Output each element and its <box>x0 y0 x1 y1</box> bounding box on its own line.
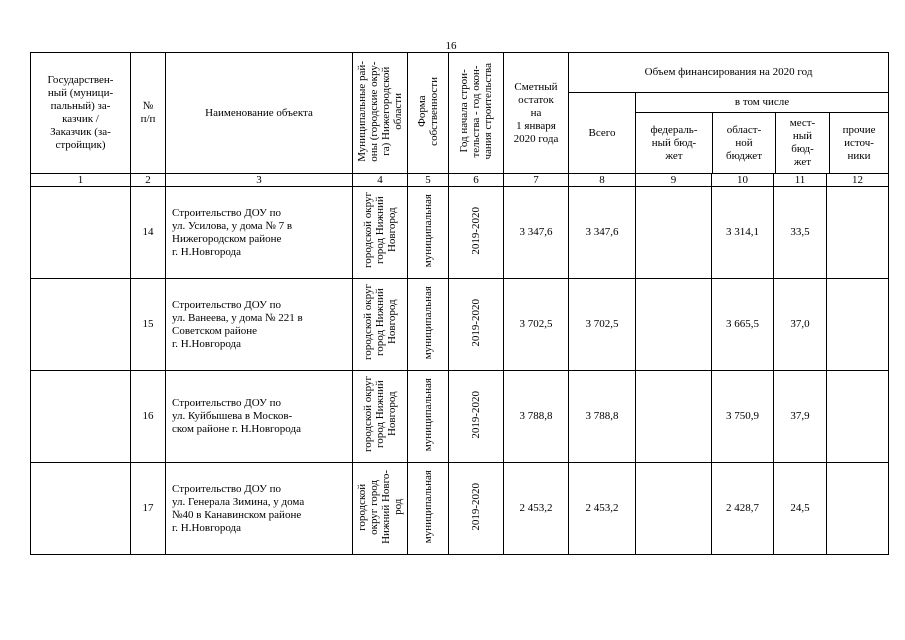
cell-local: 37,0 <box>774 279 827 371</box>
table-row <box>31 371 889 463</box>
cell-customer <box>31 279 131 371</box>
table-row <box>31 279 889 371</box>
col-number: 6 <box>449 174 504 187</box>
header-number: № п/п <box>131 53 166 174</box>
cell-name: Строительство ДОУ по ул. Куйбышева в Москов- ском районе г. Н.Новгорода <box>166 371 353 463</box>
cell-local: 24,5 <box>774 463 827 555</box>
cell-years: 2019-2020 <box>449 463 504 555</box>
header-regional: област- ной бюджет <box>713 113 776 173</box>
header-local: мест- ный бюд- жет <box>776 113 830 173</box>
cell-name: Строительство ДОУ по ул. Генерала Зимина, у дома №40 в Канавинском районе г. Н.Новгорода <box>166 463 353 555</box>
header-district: Муниципальные рай- оны (городские окру- га) Нижегородской области <box>353 53 408 174</box>
cell-num: 14 <box>131 187 166 279</box>
financing-table <box>30 52 889 555</box>
header-object-name: Наименование объекта <box>166 53 353 174</box>
cell-years: 2019-2020 <box>449 187 504 279</box>
header-remainder: Сметный остаток на 1 января 2020 года <box>504 53 569 174</box>
col-number: 10 <box>712 174 774 187</box>
cell-name: Строительство ДОУ по ул. Усилова, у дома № 7 в Нижегородском районе г. Н.Новгорода <box>166 187 353 279</box>
header-federal: федераль- ный бюд- жет <box>636 113 713 173</box>
cell-regional: 3 750,9 <box>712 371 774 463</box>
cell-other <box>827 371 889 463</box>
col-number: 2 <box>131 174 166 187</box>
cell-customer <box>31 371 131 463</box>
cell-remainder: 3 347,6 <box>504 187 569 279</box>
cell-ownership: муниципальная <box>408 187 449 279</box>
cell-num: 17 <box>131 463 166 555</box>
col-number: 1 <box>31 174 131 187</box>
col-number: 9 <box>636 174 712 187</box>
cell-local: 37,9 <box>774 371 827 463</box>
header-including: в том числе <box>636 93 888 113</box>
cell-federal <box>636 371 712 463</box>
cell-district: городской округ город Нижний Новгород <box>353 187 408 279</box>
cell-other <box>827 187 889 279</box>
header-total: Всего <box>569 93 636 174</box>
col-number: 12 <box>827 174 889 187</box>
cell-ownership: муниципальная <box>408 279 449 371</box>
cell-ownership: муниципальная <box>408 371 449 463</box>
col-number: 3 <box>166 174 353 187</box>
table-row <box>31 187 889 279</box>
cell-other <box>827 463 889 555</box>
cell-district: городской округ город Нижний Новгород <box>353 371 408 463</box>
cell-local: 33,5 <box>774 187 827 279</box>
cell-remainder: 2 453,2 <box>504 463 569 555</box>
cell-name: Строительство ДОУ по ул. Ванеева, у дома № 221 в Советском районе г. Н.Новгорода <box>166 279 353 371</box>
cell-regional: 3 314,1 <box>712 187 774 279</box>
cell-total: 3 788,8 <box>569 371 636 463</box>
header-other: прочие источ- ники <box>842 123 876 162</box>
cell-district: городской округ город Нижний Новго- род <box>353 463 408 555</box>
cell-federal <box>636 463 712 555</box>
col-number: 4 <box>353 174 408 187</box>
header-funding: Объем финансирования на 2020 год <box>569 53 889 93</box>
cell-total: 2 453,2 <box>569 463 636 555</box>
cell-years: 2019-2020 <box>449 371 504 463</box>
col-number: 5 <box>408 174 449 187</box>
header-including-block <box>636 93 889 174</box>
col-number: 8 <box>569 174 636 187</box>
cell-district: городской округ город Нижний Новгород <box>353 279 408 371</box>
cell-total: 3 347,6 <box>569 187 636 279</box>
page-number: 16 <box>445 40 457 52</box>
table-row <box>31 463 889 555</box>
cell-federal <box>636 279 712 371</box>
cell-remainder: 3 702,5 <box>504 279 569 371</box>
cell-years: 2019-2020 <box>449 279 504 371</box>
header-customer: Государствен- ный (муници- пальный) за- казчик / Заказчик (за- стройщик) <box>31 53 131 174</box>
cell-num: 15 <box>131 279 166 371</box>
cell-customer <box>31 187 131 279</box>
cell-regional: 2 428,7 <box>712 463 774 555</box>
cell-total: 3 702,5 <box>569 279 636 371</box>
col-number: 11 <box>774 174 827 187</box>
cell-customer <box>31 463 131 555</box>
header-years: Год начала строи- тельства - год окон- чания строительства <box>449 53 504 174</box>
header-ownership: Форма собственности <box>408 53 449 174</box>
col-number: 7 <box>504 174 569 187</box>
cell-regional: 3 665,5 <box>712 279 774 371</box>
cell-num: 16 <box>131 371 166 463</box>
cell-other <box>827 279 889 371</box>
cell-ownership: муниципальная <box>408 463 449 555</box>
cell-federal <box>636 187 712 279</box>
cell-remainder: 3 788,8 <box>504 371 569 463</box>
